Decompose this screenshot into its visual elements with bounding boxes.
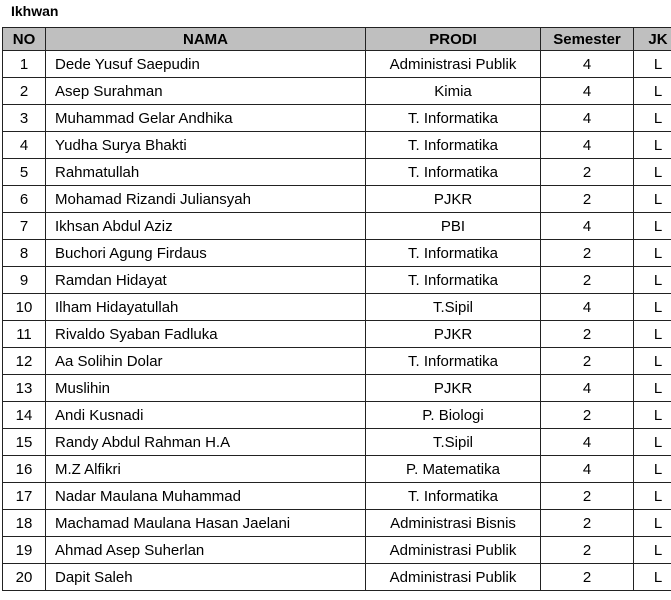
cell-nama: Rivaldo Syaban Fadluka <box>46 321 366 348</box>
cell-semester: 2 <box>541 483 634 510</box>
cell-jk: L <box>634 267 671 294</box>
cell-no: 3 <box>3 105 46 132</box>
cell-nama: Rahmatullah <box>46 159 366 186</box>
cell-jk: L <box>634 294 671 321</box>
cell-no: 9 <box>3 267 46 294</box>
table-row <box>3 510 671 537</box>
cell-prodi: T. Informatika <box>366 267 541 294</box>
header-semester: Semester <box>541 28 634 51</box>
header-row <box>3 28 671 51</box>
table-row <box>3 348 671 375</box>
cell-jk: L <box>634 132 671 159</box>
cell-nama: Machamad Maulana Hasan Jaelani <box>46 510 366 537</box>
cell-no: 2 <box>3 78 46 105</box>
cell-prodi: T.Sipil <box>366 429 541 456</box>
cell-nama: Buchori Agung Firdaus <box>46 240 366 267</box>
cell-semester: 2 <box>541 267 634 294</box>
table-row <box>3 213 671 240</box>
cell-no: 20 <box>3 564 46 591</box>
table-row <box>3 159 671 186</box>
table-row <box>3 267 671 294</box>
cell-prodi: T.Sipil <box>366 294 541 321</box>
cell-no: 12 <box>3 348 46 375</box>
cell-semester: 2 <box>541 240 634 267</box>
cell-nama: Muhammad Gelar Andhika <box>46 105 366 132</box>
cell-no: 18 <box>3 510 46 537</box>
cell-semester: 2 <box>541 402 634 429</box>
cell-jk: L <box>634 429 671 456</box>
cell-no: 7 <box>3 213 46 240</box>
cell-nama: Muslihin <box>46 375 366 402</box>
cell-jk: L <box>634 348 671 375</box>
cell-prodi: T. Informatika <box>366 105 541 132</box>
cell-no: 17 <box>3 483 46 510</box>
cell-jk: L <box>634 213 671 240</box>
table-row <box>3 429 671 456</box>
cell-semester: 4 <box>541 51 634 78</box>
cell-prodi: T. Informatika <box>366 132 541 159</box>
cell-nama: Randy Abdul Rahman H.A <box>46 429 366 456</box>
cell-semester: 2 <box>541 564 634 591</box>
header-prodi: PRODI <box>366 28 541 51</box>
cell-semester: 2 <box>541 537 634 564</box>
header-jk: JK <box>634 28 671 51</box>
cell-semester: 2 <box>541 348 634 375</box>
cell-nama: Dapit Saleh <box>46 564 366 591</box>
cell-no: 19 <box>3 537 46 564</box>
cell-prodi: Kimia <box>366 78 541 105</box>
cell-prodi: PJKR <box>366 321 541 348</box>
cell-nama: Asep Surahman <box>46 78 366 105</box>
cell-prodi: T. Informatika <box>366 348 541 375</box>
table-row <box>3 51 671 78</box>
cell-nama: Ikhsan Abdul Aziz <box>46 213 366 240</box>
table-row <box>3 294 671 321</box>
table-row <box>3 186 671 213</box>
cell-jk: L <box>634 402 671 429</box>
table-row <box>3 321 671 348</box>
cell-semester: 4 <box>541 456 634 483</box>
cell-jk: L <box>634 78 671 105</box>
cell-nama: Ahmad Asep Suherlan <box>46 537 366 564</box>
table-row <box>3 402 671 429</box>
cell-nama: Dede Yusuf Saepudin <box>46 51 366 78</box>
cell-prodi: PJKR <box>366 375 541 402</box>
cell-no: 8 <box>3 240 46 267</box>
cell-prodi: T. Informatika <box>366 240 541 267</box>
table-row <box>3 564 671 591</box>
cell-jk: L <box>634 483 671 510</box>
cell-jk: L <box>634 510 671 537</box>
cell-no: 1 <box>3 51 46 78</box>
cell-nama: Ramdan Hidayat <box>46 267 366 294</box>
cell-nama: Ilham Hidayatullah <box>46 294 366 321</box>
cell-prodi: P. Matematika <box>366 456 541 483</box>
cell-prodi: T. Informatika <box>366 483 541 510</box>
table-row <box>3 132 671 159</box>
cell-semester: 2 <box>541 186 634 213</box>
cell-no: 6 <box>3 186 46 213</box>
cell-nama: M.Z Alfikri <box>46 456 366 483</box>
cell-semester: 2 <box>541 321 634 348</box>
cell-prodi: Administrasi Bisnis <box>366 510 541 537</box>
cell-no: 4 <box>3 132 46 159</box>
cell-jk: L <box>634 537 671 564</box>
table-row <box>3 240 671 267</box>
cell-nama: Mohamad Rizandi Juliansyah <box>46 186 366 213</box>
cell-semester: 4 <box>541 105 634 132</box>
cell-prodi: PBI <box>366 213 541 240</box>
cell-no: 16 <box>3 456 46 483</box>
cell-semester: 4 <box>541 213 634 240</box>
table-row <box>3 456 671 483</box>
table-row <box>3 78 671 105</box>
cell-jk: L <box>634 240 671 267</box>
cell-semester: 4 <box>541 375 634 402</box>
cell-prodi: Administrasi Publik <box>366 537 541 564</box>
cell-nama: Nadar Maulana Muhammad <box>46 483 366 510</box>
cell-jk: L <box>634 321 671 348</box>
cell-nama: Andi Kusnadi <box>46 402 366 429</box>
cell-prodi: Administrasi Publik <box>366 51 541 78</box>
table-row <box>3 105 671 132</box>
cell-semester: 4 <box>541 294 634 321</box>
cell-jk: L <box>634 186 671 213</box>
cell-semester: 2 <box>541 159 634 186</box>
cell-no: 5 <box>3 159 46 186</box>
table-row <box>3 375 671 402</box>
header-nama: NAMA <box>46 28 366 51</box>
cell-prodi: P. Biologi <box>366 402 541 429</box>
cell-semester: 4 <box>541 132 634 159</box>
cell-jk: L <box>634 159 671 186</box>
cell-jk: L <box>634 105 671 132</box>
cell-semester: 2 <box>541 510 634 537</box>
cell-jk: L <box>634 51 671 78</box>
table-row <box>3 537 671 564</box>
cell-jk: L <box>634 564 671 591</box>
cell-no: 13 <box>3 375 46 402</box>
cell-no: 14 <box>3 402 46 429</box>
table-title: Ikhwan <box>11 3 59 19</box>
cell-nama: Yudha Surya Bhakti <box>46 132 366 159</box>
cell-nama: Aa Solihin Dolar <box>46 348 366 375</box>
cell-semester: 4 <box>541 78 634 105</box>
table-row <box>3 483 671 510</box>
ikhwan-table <box>2 27 671 591</box>
cell-semester: 4 <box>541 429 634 456</box>
cell-prodi: T. Informatika <box>366 159 541 186</box>
cell-jk: L <box>634 456 671 483</box>
cell-no: 11 <box>3 321 46 348</box>
cell-jk: L <box>634 375 671 402</box>
cell-no: 15 <box>3 429 46 456</box>
header-no: NO <box>3 28 46 51</box>
cell-prodi: PJKR <box>366 186 541 213</box>
cell-prodi: Administrasi Publik <box>366 564 541 591</box>
cell-no: 10 <box>3 294 46 321</box>
